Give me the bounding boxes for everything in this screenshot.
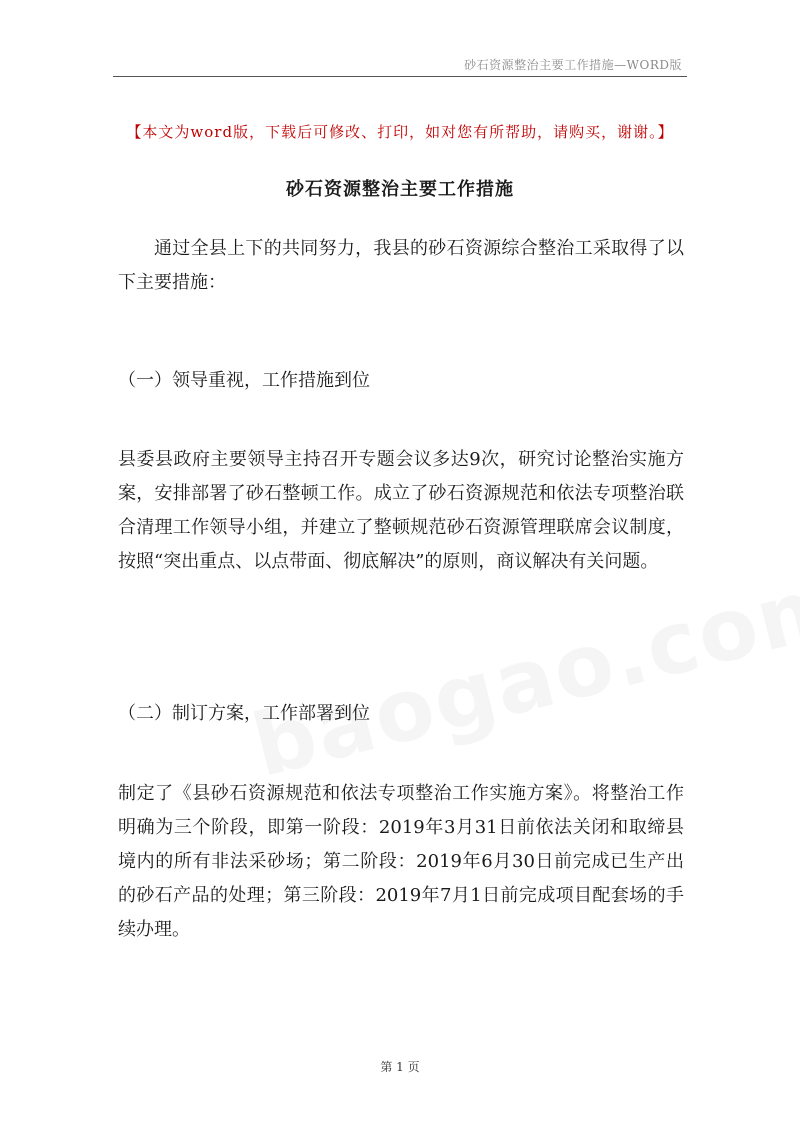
section-two-paragraph: 制定了《县砂石资源规范和依法专项整治工作实施方案》。将整治工作明确为三个阶段，即第一阶段：2019年3月31日前依法关闭和取缔县境内的所有非法采砂场；第二阶段：2019年6月30日前完成已生产出的砂石产品的处理；第三阶段：2019年7月1日前完成项目配套场的手续办理。	[118, 783, 684, 940]
section-one-paragraph: 县委县政府主要领导主持召开专题会议多达9次，研究讨论整治实施方案，安排部署了砂石整顿工作。成立了砂石资源规范和依法专项整治联合清理工作领导小组，并建立了整顿规范砂石资源管理联席会议制度，按照“突出重点、以点带面、彻底解决”的原则，商议解决有关问题。	[118, 449, 684, 572]
section-one-heading: （一）领导重视，工作措施到位	[118, 370, 370, 391]
page-number: 第 1 页	[380, 1060, 420, 1074]
header-divider	[113, 76, 687, 77]
intro-paragraph: 通过全县上下的共同努力，我县的砂石资源综合整治工采取得了以下主要措施：	[118, 238, 684, 293]
document-title: 砂石资源整治主要工作措施	[286, 179, 514, 200]
purchase-notice: 【本文为word版，下载后可修改、打印，如对您有所帮助，请购买，谢谢。】	[126, 123, 674, 141]
running-header: 砂石资源整治主要工作措施—WORD版	[464, 58, 682, 72]
section-two-heading: （二）制订方案，工作部署到位	[118, 703, 370, 724]
